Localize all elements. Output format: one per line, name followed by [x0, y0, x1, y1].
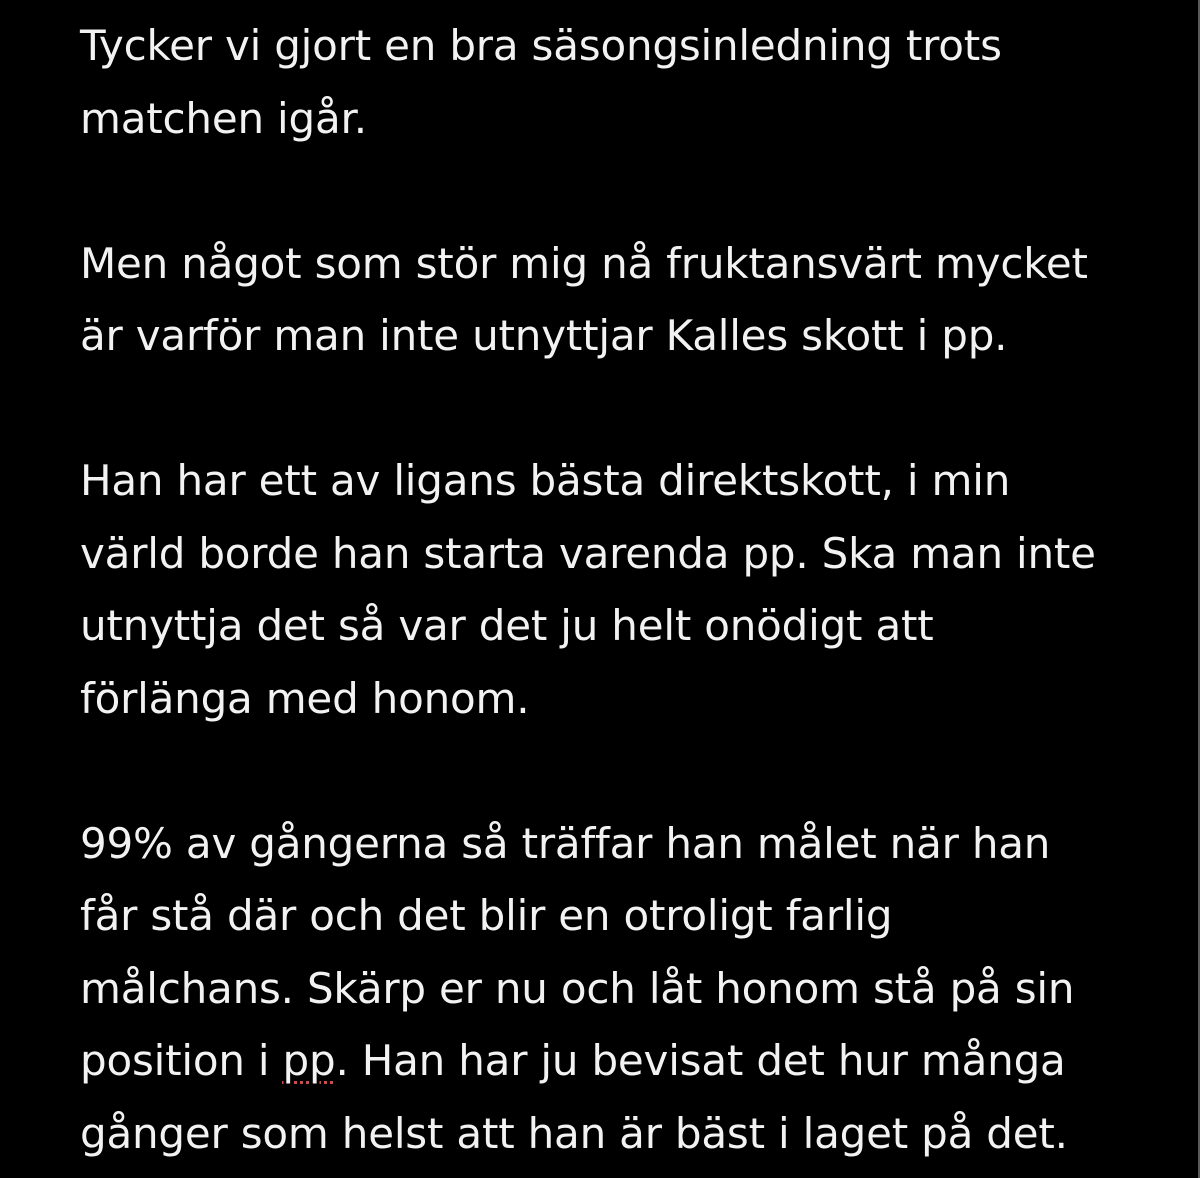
text-line: Tycker vi gjort en bra säsongsinledning trots [80, 21, 1002, 70]
text-line [80, 1025, 1170, 1098]
note-paragraph [80, 445, 1170, 735]
misspelled-word[interactable]: pp [282, 1036, 336, 1085]
note-paragraph [80, 10, 1170, 155]
text-line: matchen igår. [80, 93, 367, 143]
note-text-editor[interactable] [80, 10, 1170, 1170]
text-segment: . Han har ju bevisat det hur många [335, 1036, 1066, 1085]
text-segment: position i [80, 1036, 283, 1085]
text-line: får stå där och det blir en otroligt farlig [80, 891, 893, 940]
text-line: målchans. Skärp er nu och låt honom stå på sin [80, 963, 1075, 1013]
text-line: Han har ett av ligans bästa direktskott, i min [80, 456, 1011, 505]
text-line: utnyttja det så var det ju helt onödigt att [80, 601, 934, 650]
text-line: gånger som helst att han är bäst i laget på det. [80, 1108, 1068, 1158]
text-line: värld borde han starta varenda pp. Ska man inte [80, 528, 1096, 578]
text-line: är varför man inte utnyttjar Kalles skott i pp. [80, 311, 1008, 360]
note-paragraph [80, 228, 1170, 373]
text-line: förlänga med honom. [80, 673, 530, 723]
text-line: Men något som stör mig nå fruktansvärt mycket [80, 238, 1088, 288]
note-paragraph [80, 808, 1170, 1171]
text-line: 99% av gångerna så träffar han målet när han [80, 818, 1051, 868]
